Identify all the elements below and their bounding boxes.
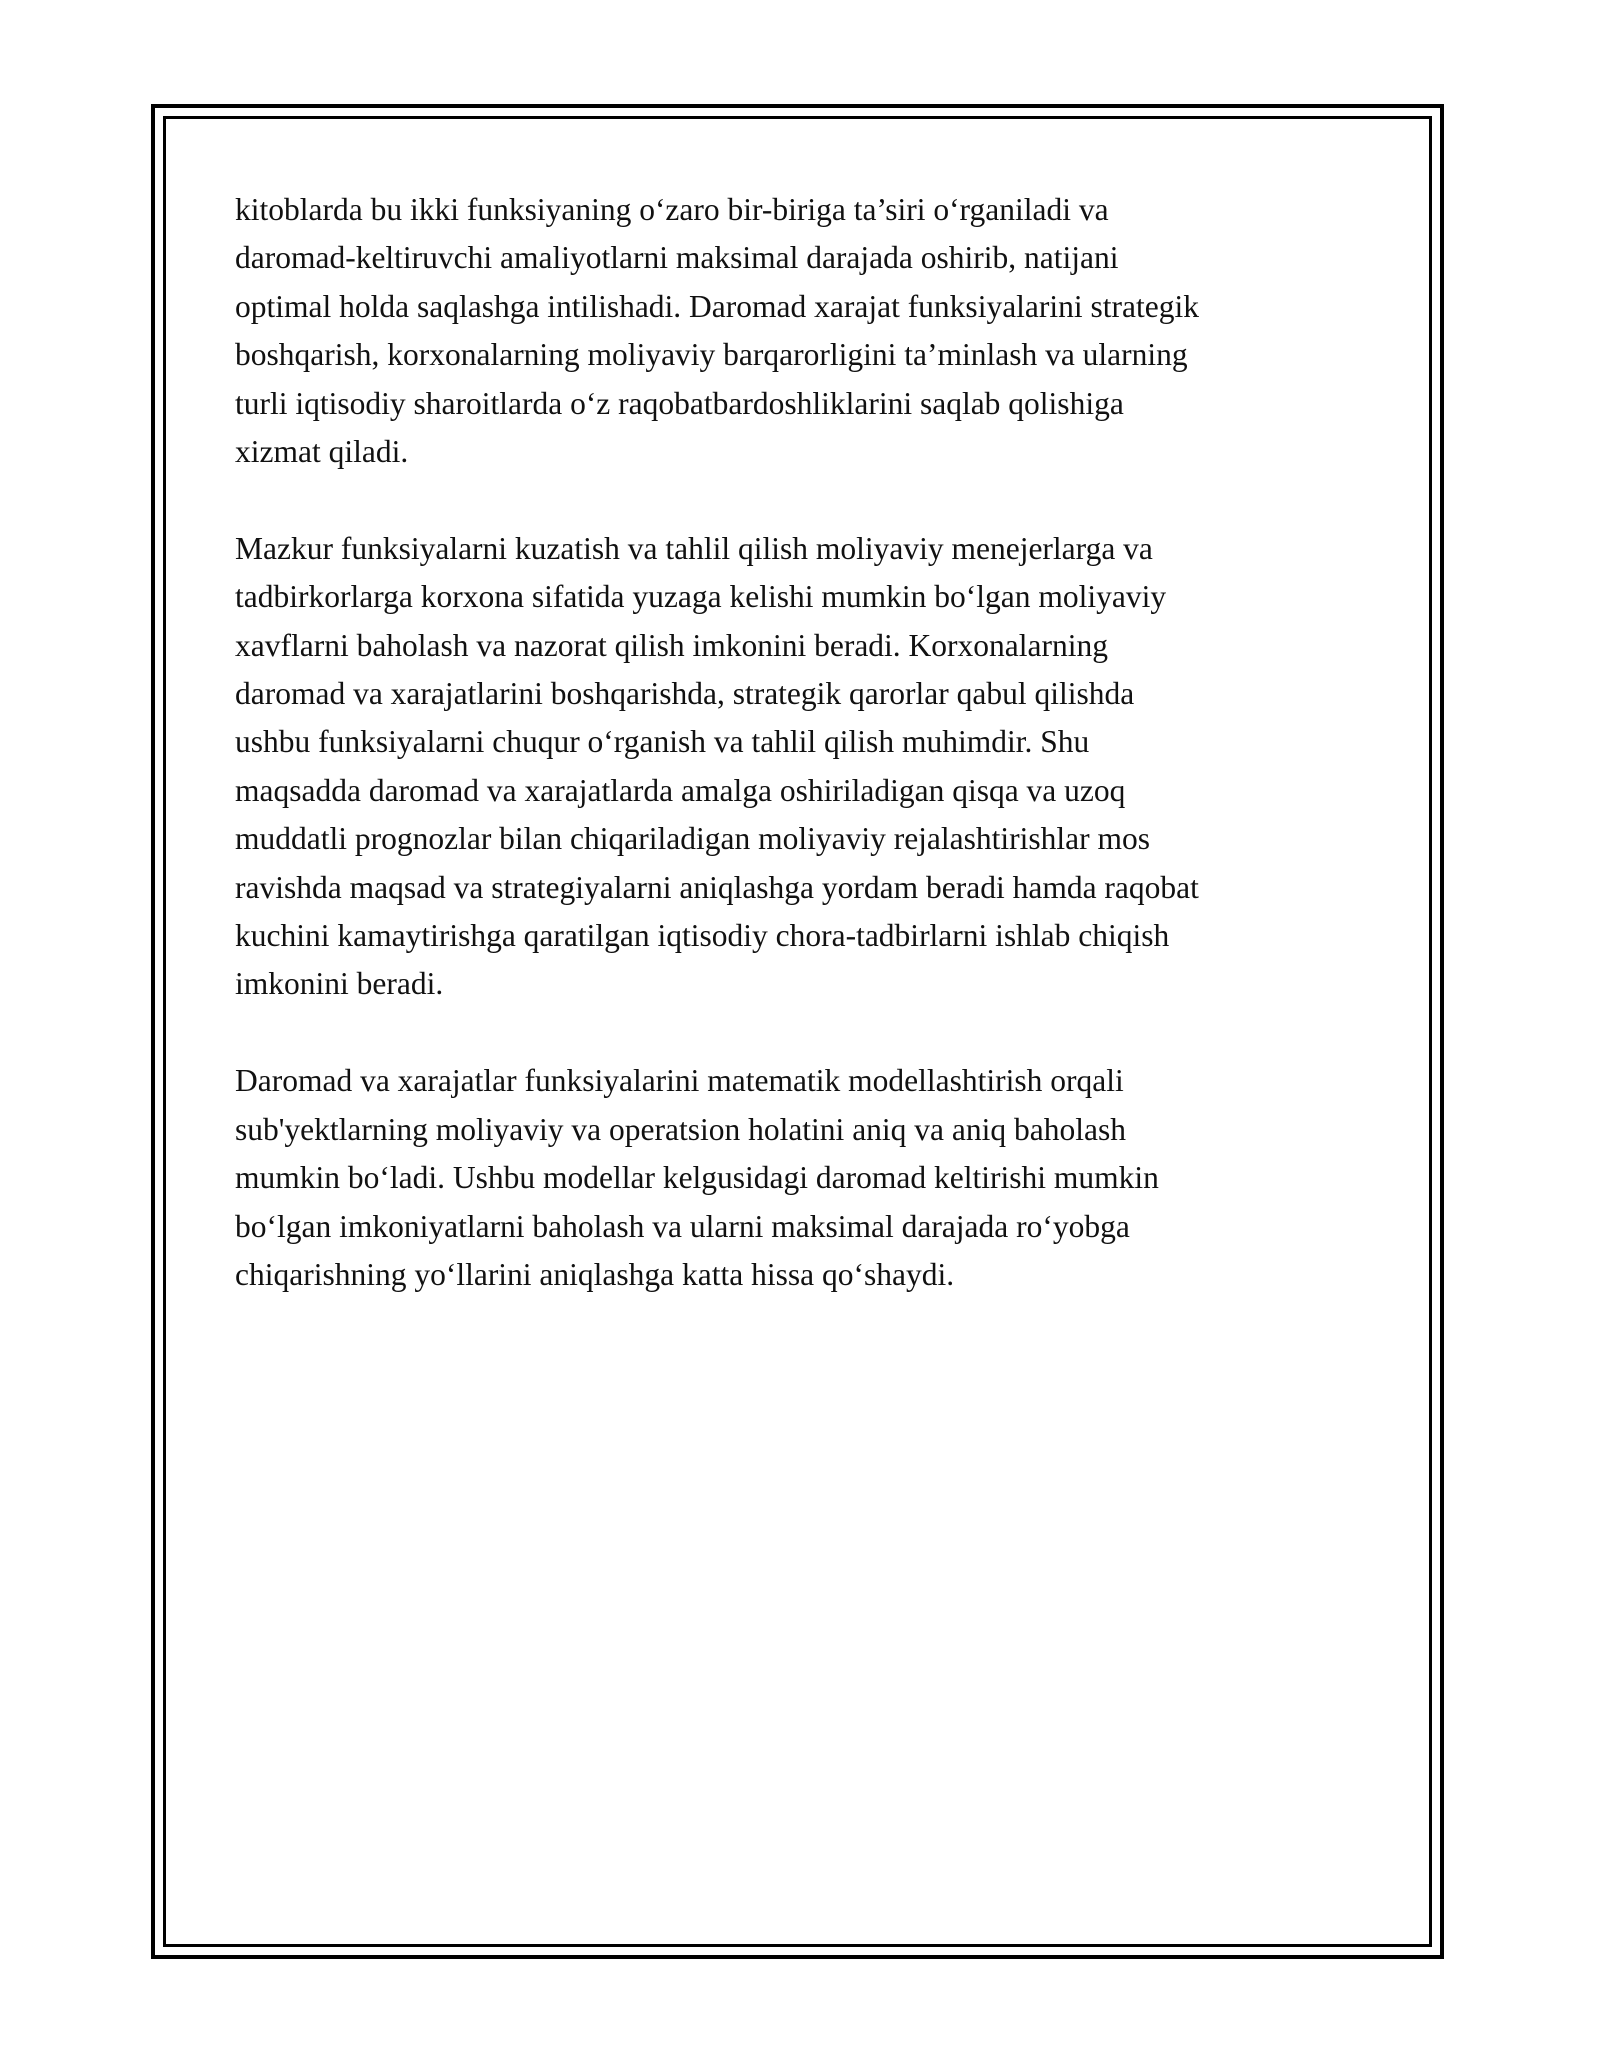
text-line: imkonini beradi. xyxy=(235,966,444,1002)
text-line: Mazkur funksiyalarni kuzatish va tahlil qilish moliyaviy menejerlarga va xyxy=(235,530,1153,566)
text-line: xavflarni baholash va nazorat qilish imkonini beradi. Korxonalarning xyxy=(235,627,1109,663)
text-line: sub'yektlarning moliyaviy va operatsion holatini aniq va aniq baholash xyxy=(235,1111,1126,1147)
text-line: kitoblarda bu ikki funksiyaning o‘zaro bir-biriga ta’siri o‘rganiladi va xyxy=(235,192,1109,227)
text-line: daromad va xarajatlarini boshqarishda, strategik qarorlar qabul qilishda xyxy=(235,676,1135,712)
text-line: xizmat qiladi. xyxy=(235,434,409,470)
paragraph-3 xyxy=(235,1057,1365,1299)
document-body xyxy=(235,186,1365,1348)
text-line: ushbu funksiyalarni chuqur o‘rganish va tahlil qilish muhimdir. Shu xyxy=(235,724,1090,760)
paragraph-1 xyxy=(235,186,1365,476)
text-line: chiqarishning yo‘llarini aniqlashga katta hissa qo‘shaydi. xyxy=(235,1256,955,1292)
text-line: boshqarish, korxonalarning moliyaviy barqarorligini ta’minlash va ularning xyxy=(235,337,1188,373)
text-line: optimal holda saqlashga intilishadi. Daromad xarajat funksiyalarini strategik xyxy=(235,288,1199,324)
text-line: turli iqtisodiy sharoitlarda o‘z raqobatbardoshliklarini saqlab qolishiga xyxy=(235,385,1124,421)
text-line: muddatli prognozlar bilan chiqariladigan moliyaviy rejalashtirishlar mos xyxy=(235,821,1151,857)
text-line: ravishda maqsad va strategiyalarni aniqlashga yordam beradi hamda raqobat xyxy=(235,869,1199,905)
text-line: daromad-keltiruvchi amaliyotlarni maksimal darajada oshirib, natijani xyxy=(235,240,1119,276)
text-line: mumkin bo‘ladi. Ushbu modellar kelgusidagi daromad keltirishi mumkin xyxy=(235,1160,1159,1196)
text-line: tadbirkorlarga korxona sifatida yuzaga kelishi mumkin bo‘lgan moliyaviy xyxy=(235,579,1167,615)
text-line: maqsadda daromad va xarajatlarda amalga oshiriladigan qisqa va uzoq xyxy=(235,772,1126,808)
paragraph-2 xyxy=(235,525,1365,1009)
text-line: kuchini kamaytirishga qaratilgan iqtisodiy chora-tadbirlarni ishlab chiqish xyxy=(235,918,1170,954)
text-line: bo‘lgan imkoniyatlarni baholash va ularni maksimal darajada ro‘yobga xyxy=(235,1208,1130,1244)
text-line: Daromad va xarajatlar funksiyalarini matematik modellashtirish orqali xyxy=(235,1063,1124,1099)
